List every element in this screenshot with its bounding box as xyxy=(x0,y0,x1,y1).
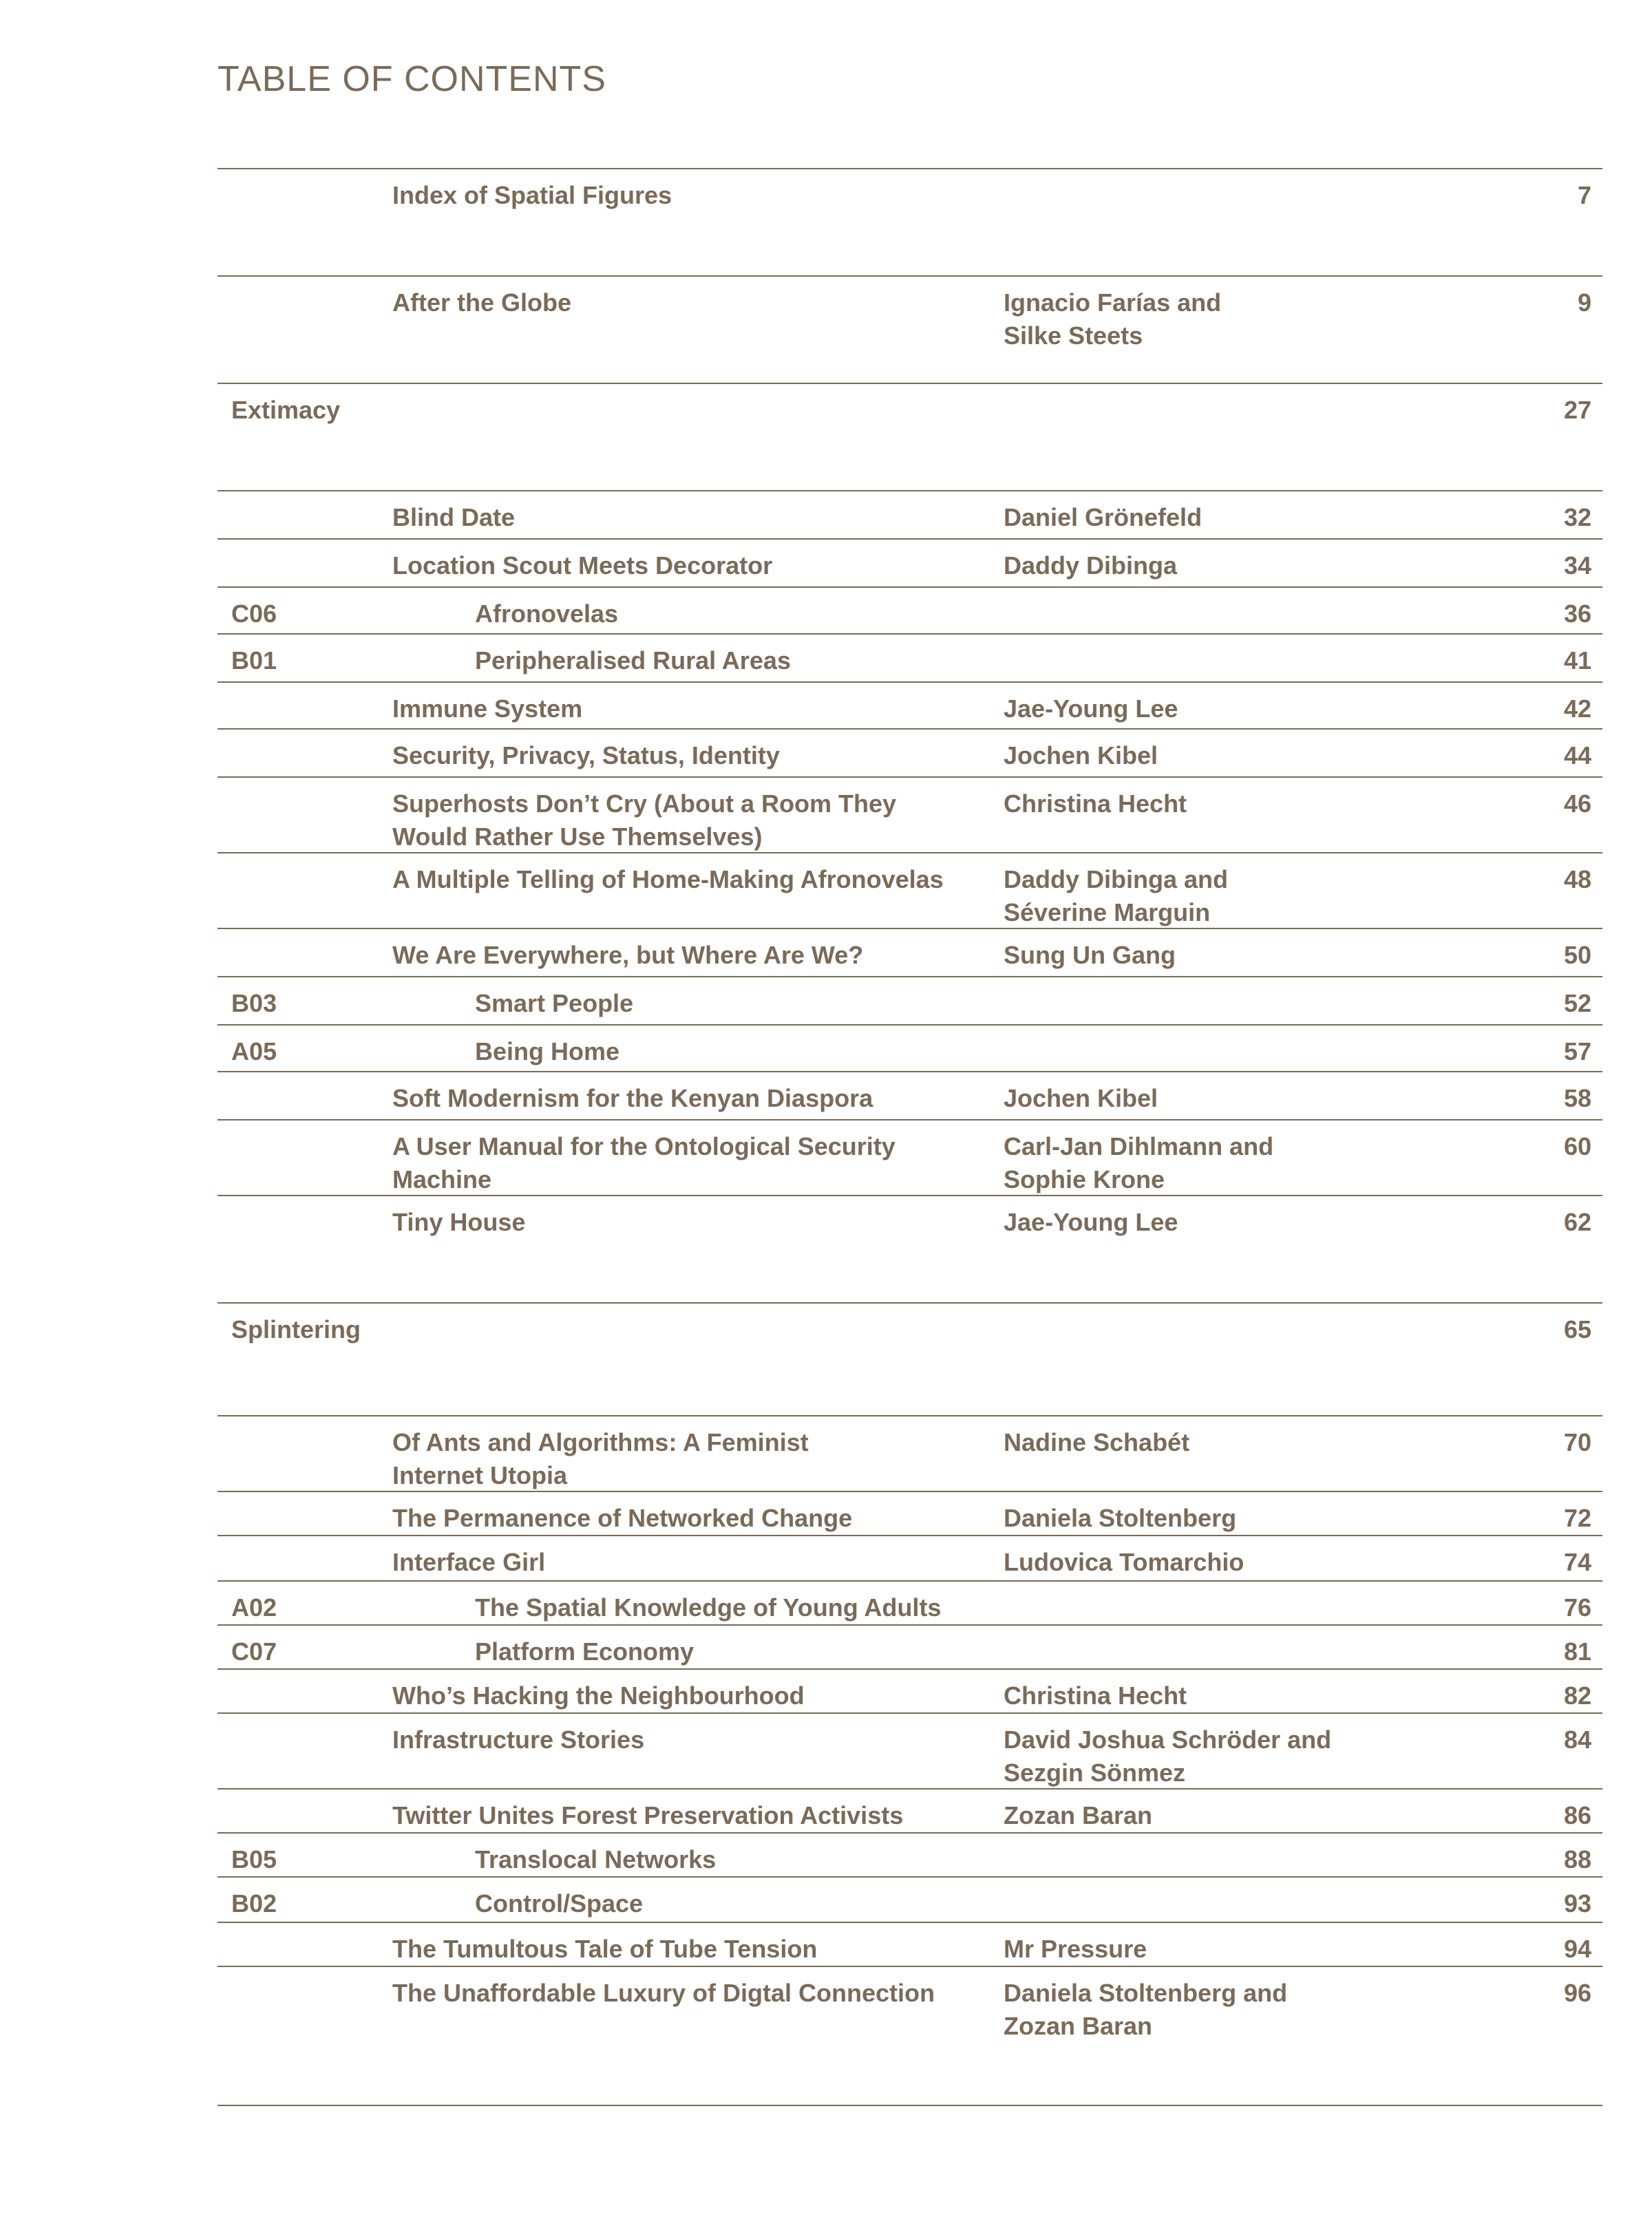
entry-author: Daddy Dibinga and Séverine Marguin xyxy=(1004,865,1229,926)
entry-title: Translocal Networks xyxy=(475,1845,717,1873)
entry-page-number: 41 xyxy=(1563,646,1591,675)
entry-page-number: 82 xyxy=(1563,1681,1591,1710)
toc-row xyxy=(218,976,1602,1017)
toc-row xyxy=(218,633,1602,675)
entry-author: Christina Hecht xyxy=(1004,789,1187,818)
toc-row xyxy=(218,1788,1602,1829)
entry-page-number: 86 xyxy=(1563,1801,1591,1829)
entry-title: Smart People xyxy=(475,989,634,1017)
toc-row xyxy=(218,1876,1602,1918)
entry-page-number: 58 xyxy=(1563,1084,1591,1112)
toc-row xyxy=(218,1071,1602,1112)
entry-page-number: 34 xyxy=(1563,551,1591,580)
toc-row xyxy=(218,681,1602,723)
section-heading: Splintering xyxy=(231,1315,361,1344)
entry-title: Platform Economy xyxy=(475,1637,695,1666)
entry-title: The Spatial Knowledge of Young Adults xyxy=(475,1593,942,1622)
entry-title: Soft Modernism for the Kenyan Diaspora xyxy=(392,1084,873,1112)
toc-bottom-rule xyxy=(218,2105,1602,2106)
entry-author: Jochen Kibel xyxy=(1004,1084,1158,1112)
entry-page-number: 70 xyxy=(1563,1428,1591,1456)
toc-row xyxy=(218,1535,1602,1576)
entry-title: Index of Spatial Figures xyxy=(392,181,673,209)
entry-author: Christina Hecht xyxy=(1004,1681,1187,1710)
toc-row xyxy=(218,1119,1602,1193)
entry-author: Jae-Young Lee xyxy=(1004,694,1178,723)
entry-author: Carl-Jan Dihlmann and Sophie Krone xyxy=(1004,1132,1274,1193)
entry-page-number: 50 xyxy=(1563,941,1591,969)
entry-title: Control/Space xyxy=(475,1889,644,1918)
entry-author: Daddy Dibinga xyxy=(1004,551,1178,580)
entry-page-number: 93 xyxy=(1563,1889,1591,1918)
toc-row xyxy=(218,586,1602,628)
entry-title: Being Home xyxy=(475,1037,620,1065)
entry-title: Peripheralised Rural Areas xyxy=(475,646,791,675)
entry-page-number: 81 xyxy=(1563,1637,1591,1666)
toc-row xyxy=(218,1832,1602,1873)
toc-row xyxy=(218,1922,1602,1963)
toc-row xyxy=(218,1024,1602,1065)
entry-title: Who’s Hacking the Neighbourhood xyxy=(392,1681,805,1710)
entry-author: Jae-Young Lee xyxy=(1004,1208,1178,1236)
entry-code: C06 xyxy=(231,599,277,628)
entry-author: Daniel Grönefeld xyxy=(1004,503,1203,531)
entry-author: Daniela Stoltenberg xyxy=(1004,1504,1237,1532)
entry-title: Security, Privacy, Status, Identity xyxy=(392,741,780,769)
entry-page-number: 65 xyxy=(1563,1315,1591,1344)
entry-code: A05 xyxy=(231,1037,277,1065)
entry-title: Interface Girl xyxy=(392,1548,546,1576)
entry-author: Nadine Schabét xyxy=(1004,1428,1190,1456)
toc-row xyxy=(218,1195,1602,1236)
entry-title: Location Scout Meets Decorator xyxy=(392,551,773,580)
entry-title: Immune System xyxy=(392,694,583,723)
entry-page-number: 42 xyxy=(1563,694,1591,723)
entry-page-number: 62 xyxy=(1563,1208,1591,1236)
entry-page-number: 48 xyxy=(1563,865,1591,893)
entry-page-number: 72 xyxy=(1563,1504,1591,1532)
entry-page-number: 27 xyxy=(1563,396,1591,424)
entry-code: B02 xyxy=(231,1889,277,1918)
entry-author: Ignacio Farías and Silke Steets xyxy=(1004,288,1222,350)
entry-author: Ludovica Tomarchio xyxy=(1004,1548,1245,1576)
toc-row xyxy=(218,490,1602,531)
toc-row xyxy=(218,1491,1602,1532)
toc-row xyxy=(218,728,1602,769)
entry-page-number: 46 xyxy=(1563,789,1591,818)
entry-page-number: 84 xyxy=(1563,1725,1591,1754)
entry-page-number: 94 xyxy=(1563,1935,1591,1963)
entry-title: The Tumultous Tale of Tube Tension xyxy=(392,1935,818,1963)
entry-code: B01 xyxy=(231,646,277,675)
entry-page-number: 76 xyxy=(1563,1593,1591,1622)
toc-row xyxy=(218,1712,1602,1787)
entry-title: Superhosts Don’t Cry (About a Room They Would Rather Use Themselves) xyxy=(392,789,897,851)
toc-row xyxy=(218,1415,1602,1489)
entry-title: After the Globe xyxy=(392,288,572,317)
entry-title: A User Manual for the Ontological Security Machine xyxy=(392,1132,896,1193)
toc-row xyxy=(218,275,1602,350)
entry-page-number: 44 xyxy=(1563,741,1591,769)
toc-row xyxy=(218,1580,1602,1622)
entry-page-number: 36 xyxy=(1563,599,1591,628)
entry-title: A Multiple Telling of Home-Making Afronovelas xyxy=(392,865,944,893)
toc-row xyxy=(218,1302,1602,1344)
entry-page-number: 9 xyxy=(1577,288,1591,317)
entry-title: Twitter Unites Forest Preservation Activists xyxy=(392,1801,904,1829)
entry-page-number: 88 xyxy=(1563,1845,1591,1873)
entry-title: The Permanence of Networked Change xyxy=(392,1504,853,1532)
section-heading: Extimacy xyxy=(231,396,341,424)
entry-title: Blind Date xyxy=(392,503,516,531)
toc-row xyxy=(218,383,1602,424)
entry-title: Of Ants and Algorithms: A Feminist Internet Utopia xyxy=(392,1428,809,1489)
entry-author: Sung Un Gang xyxy=(1004,941,1176,969)
entry-page-number: 7 xyxy=(1577,181,1591,209)
entry-page-number: 60 xyxy=(1563,1132,1591,1160)
toc-row xyxy=(218,1624,1602,1666)
entry-page-number: 52 xyxy=(1563,989,1591,1017)
entry-title: Afronovelas xyxy=(475,599,619,628)
entry-code: B03 xyxy=(231,989,277,1017)
entry-author: Daniela Stoltenberg and Zozan Baran xyxy=(1004,1979,1288,2040)
entry-title: The Unaffordable Luxury of Digtal Connection xyxy=(392,1979,935,2007)
toc-row xyxy=(218,852,1602,926)
entry-title: We Are Everywhere, but Where Are We? xyxy=(392,941,864,969)
entry-code: B05 xyxy=(231,1845,277,1873)
entry-page-number: 74 xyxy=(1563,1548,1591,1576)
entry-author: David Joshua Schröder and Sezgin Sönmez xyxy=(1004,1725,1332,1787)
entry-author: Jochen Kibel xyxy=(1004,741,1158,769)
toc-row xyxy=(218,1966,1602,2040)
entry-code: A02 xyxy=(231,1593,277,1622)
entry-author: Zozan Baran xyxy=(1004,1801,1153,1829)
entry-title: Tiny House xyxy=(392,1208,526,1236)
toc-row xyxy=(218,776,1602,851)
entry-page-number: 32 xyxy=(1563,503,1591,531)
toc-row xyxy=(218,168,1602,209)
entry-code: C07 xyxy=(231,1637,277,1666)
entry-title: Infrastructure Stories xyxy=(392,1725,645,1754)
toc-row xyxy=(218,928,1602,969)
entry-author: Mr Pressure xyxy=(1004,1935,1147,1963)
entry-page-number: 57 xyxy=(1563,1037,1591,1065)
toc-row xyxy=(218,1668,1602,1710)
entry-page-number: 96 xyxy=(1563,1979,1591,2007)
page-title: TABLE OF CONTENTS xyxy=(218,59,606,99)
toc-row xyxy=(218,538,1602,580)
